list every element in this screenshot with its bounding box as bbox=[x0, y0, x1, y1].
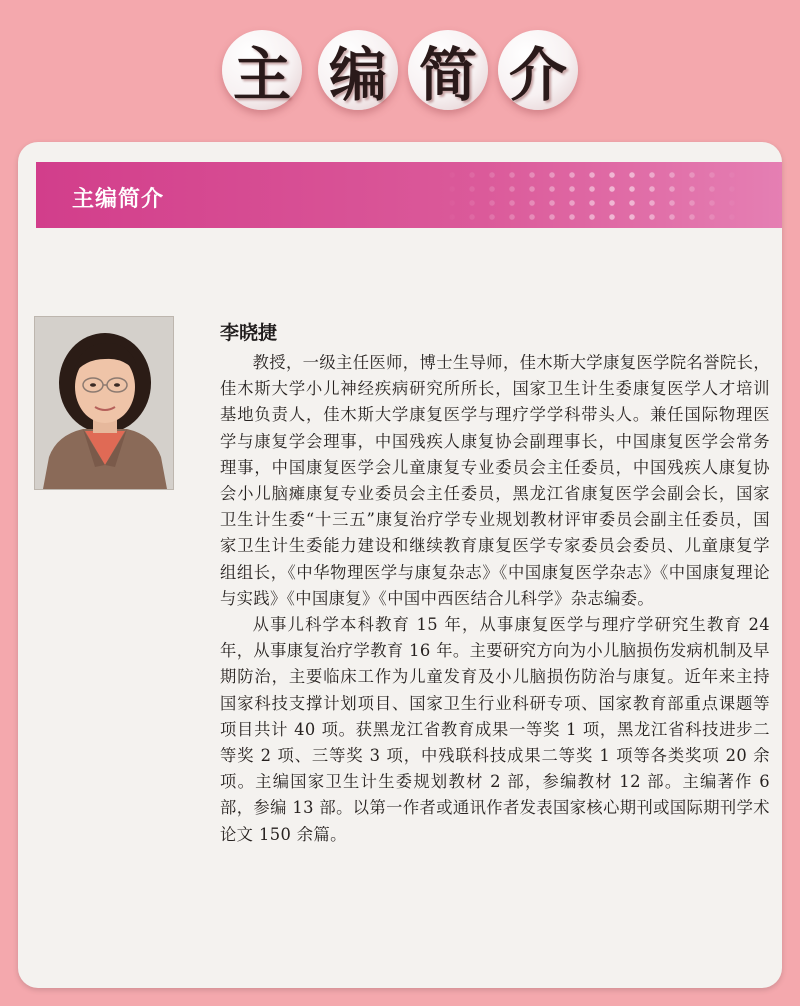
document-card bbox=[18, 142, 782, 988]
bio-paragraph: 教授，一级主任医师，博士生导师，佳木斯大学康复医学院名誉院长，佳木斯大学小儿神经疾病研究所所长，国家卫生计生委康复医学人才培训基地负责人，佳木斯大学康复医学与理疗学学科带头人。兼任国际物理医学与康复学会理事，中国残疾人康复协会副理事长，中国康复医学会常务理事，中国康复医学会儿童康复专业委员会主任委员，中国残疾人康复协会小儿脑瘫康复专业委员会主任委员，黑龙江省康复医学会副会长，国家卫生计生委“十三五”康复治疗学专业规划教材评审委员会副主任委员，国家卫生计生委能力建设和继续教育康复医学专家委员会委员、儿童康复学组组长，《中华物理医学与康复杂志》《中国康复医学杂志》《中国康复理论与实践》《中国康复》《中国中西医结合儿科学》杂志编委。 bbox=[220, 353, 770, 608]
portrait-illustration bbox=[35, 317, 173, 489]
editor-portrait bbox=[34, 316, 174, 490]
page-title bbox=[0, 30, 800, 120]
section-title: 主编简介 bbox=[72, 187, 165, 212]
title-char: 简 bbox=[408, 30, 488, 110]
bio-paragraph: 从事儿科学本科教育 15 年，从事康复医学与理疗学研究生教育 24 年，从事康复治疗学教育 16 年。主要研究方向为小儿脑损伤发病机制及早期防治，主要临床工作为儿童发育及小儿脑损伤防治与康复。近年来主持国家科技支撑计划项目、国家卫生行业科研专项、国家教育部重点课题等项目共计 40 项。获黑龙江省教育成果一等奖 1 项，黑龙江省科技进步二等奖 2 项、三等奖 3 项，中残联科技成果二等奖 1 项等各类奖项 20 余项。主编国家卫生计生委规划教材 2 部，参编教材 12 部。主编著作 6 部，参编 13 部。以第一作者或通讯作者发表国家核心期刊或国际期刊学术论文 150 余篇。 bbox=[220, 615, 770, 844]
section-banner bbox=[36, 162, 782, 228]
dot-pattern-decoration bbox=[442, 168, 742, 222]
editor-name: 李晓捷 bbox=[220, 322, 278, 344]
title-char: 主 bbox=[222, 30, 302, 110]
title-char: 介 bbox=[498, 30, 578, 110]
editor-biography bbox=[220, 350, 770, 848]
title-char: 编 bbox=[318, 30, 398, 110]
